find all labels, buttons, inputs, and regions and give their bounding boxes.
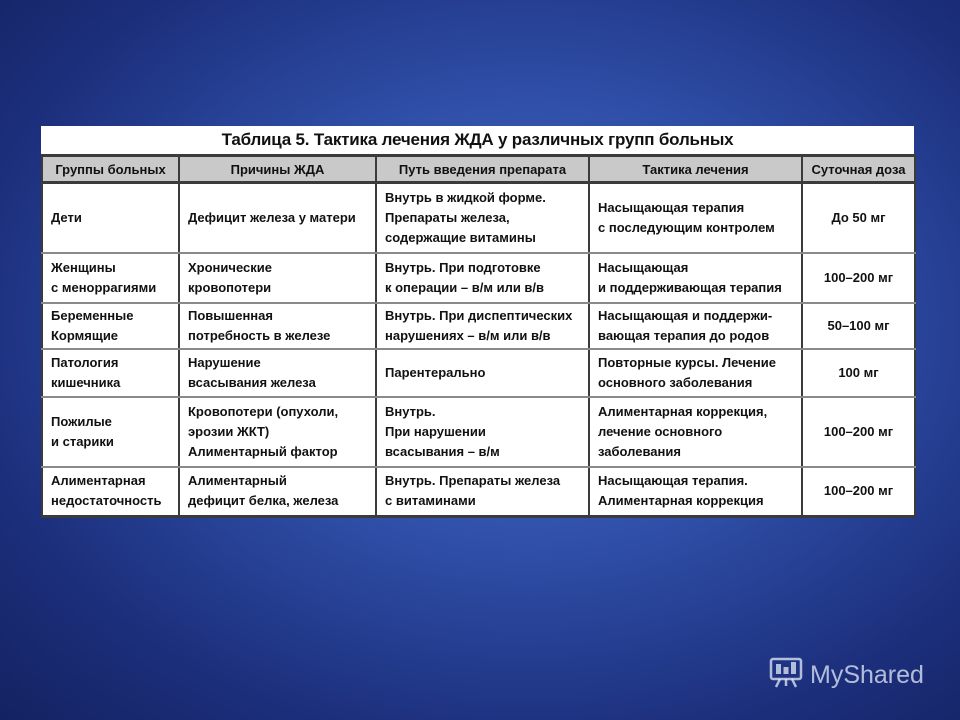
cell-tactic-line: заболевания: [598, 443, 681, 459]
watermark-text: MyShared: [810, 660, 924, 689]
cell-route-line: Препараты железа,: [385, 209, 510, 225]
table-card: [41, 126, 914, 518]
cell-group-line: с меноррагиями: [51, 279, 157, 295]
watermark: [768, 655, 924, 695]
cell-route: [376, 467, 589, 517]
cell-group-line: Женщины: [51, 259, 116, 275]
cell-tactic-line: лечение основного: [598, 423, 723, 439]
cell-route-line: Внутрь.: [385, 403, 436, 419]
cell-dose: 100–200 мг: [802, 253, 915, 303]
cell-group-line: кишечника: [51, 374, 121, 390]
cell-cause-line: Нарушение: [188, 354, 261, 370]
cell-route-line: содержащие витамины: [385, 229, 536, 245]
cell-route-line: Парентерально: [385, 364, 486, 380]
cell-group-line: Алиментарная: [51, 473, 146, 489]
column-header-causes: Причины ЖДА: [179, 156, 376, 183]
cell-tactic-line: Алиментарная коррекция,: [598, 403, 768, 419]
cell-tactic: [589, 303, 802, 349]
cell-group-line: недостаточность: [51, 493, 162, 509]
cell-route: [376, 183, 589, 253]
cell-tactic: [589, 397, 802, 467]
cell-route: [376, 349, 589, 397]
table-title: Таблица 5. Тактика лечения ЖДА у различных групп больных: [221, 130, 734, 149]
cell-dose: 100–200 мг: [802, 397, 915, 467]
table-row: [42, 349, 915, 397]
header-row: [42, 156, 915, 183]
cell-group-line: Дети: [51, 209, 82, 225]
cell-cause-line: всасывания железа: [188, 374, 316, 390]
cell-group-line: Беременные: [51, 307, 134, 323]
column-header-tactic: Тактика лечения: [589, 156, 802, 183]
cell-tactic: [589, 467, 802, 517]
cell-group-line: и старики: [51, 433, 114, 449]
cell-route-line: с витаминами: [385, 493, 476, 509]
presentation-board-icon: [768, 656, 810, 695]
cell-tactic-line: вающая терапия до родов: [598, 327, 770, 343]
cell-cause-line: Дефицит железа у матери: [188, 209, 356, 225]
cell-group-line: Кормящие: [51, 327, 119, 343]
cell-route-line: к операции – в/м или в/в: [385, 279, 545, 295]
cell-tactic: [589, 349, 802, 397]
cell-dose: 100 мг: [802, 349, 915, 397]
cell-group: [42, 303, 179, 349]
cell-tactic: [589, 183, 802, 253]
cell-cause-line: Алиментарный фактор: [188, 443, 338, 459]
cell-tactic-line: Насыщающая терапия.: [598, 473, 748, 489]
cell-cause-line: Повышенная: [188, 307, 273, 323]
cell-group: [42, 253, 179, 303]
cell-route-line: Внутрь. Препараты железа: [385, 473, 561, 489]
cell-cause: [179, 183, 376, 253]
cell-tactic: [589, 253, 802, 303]
treatment-table: [41, 154, 916, 518]
table-row: [42, 253, 915, 303]
cell-cause-line: кровопотери: [188, 279, 272, 295]
table-row: [42, 467, 915, 517]
cell-tactic-line: Повторные курсы. Лечение: [598, 354, 776, 370]
cell-route-line: При нарушении: [385, 423, 486, 439]
cell-tactic-line: Насыщающая и поддержи-: [598, 307, 773, 323]
cell-route-line: всасывания – в/м: [385, 443, 500, 459]
cell-cause: [179, 349, 376, 397]
column-header-dose: Суточная доза: [802, 156, 915, 183]
cell-route-line: Внутрь. При диспептических: [385, 307, 573, 323]
cell-dose: 50–100 мг: [802, 303, 915, 349]
table-row: [42, 303, 915, 349]
cell-cause-line: Кровопотери (опухоли,: [188, 403, 339, 419]
cell-route: [376, 253, 589, 303]
table-row: [42, 397, 915, 467]
cell-group-line: Патология: [51, 354, 119, 370]
cell-group: [42, 467, 179, 517]
column-header-groups: Группы больных: [42, 156, 179, 183]
cell-cause-line: Алиментарный: [188, 473, 287, 489]
cell-route-line: Внутрь. При подготовке: [385, 259, 541, 275]
cell-group: [42, 349, 179, 397]
cell-dose: До 50 мг: [802, 183, 915, 253]
cell-route: [376, 303, 589, 349]
cell-group: [42, 397, 179, 467]
cell-tactic-line: Насыщающая: [598, 259, 689, 275]
cell-cause-line: дефицит белка, железа: [188, 493, 339, 509]
cell-route-line: нарушениях – в/м или в/в: [385, 327, 551, 343]
cell-cause: [179, 467, 376, 517]
cell-route: [376, 397, 589, 467]
cell-cause: [179, 303, 376, 349]
cell-tactic-line: основного заболевания: [598, 374, 753, 390]
cell-tactic-line: Насыщающая терапия: [598, 199, 745, 215]
table-row: [42, 183, 915, 253]
cell-tactic-line: Алиментарная коррекция: [598, 493, 764, 509]
table-body: [42, 183, 915, 517]
cell-group: [42, 183, 179, 253]
cell-cause-line: потребность в железе: [188, 327, 331, 343]
cell-route-line: Внутрь в жидкой форме.: [385, 189, 546, 205]
cell-tactic-line: с последующим контролем: [598, 219, 775, 235]
cell-group-line: Пожилые: [51, 413, 112, 429]
cell-cause: [179, 253, 376, 303]
cell-tactic-line: и поддерживающая терапия: [598, 279, 782, 295]
cell-cause-line: эрозии ЖКТ): [188, 423, 270, 439]
cell-dose: 100–200 мг: [802, 467, 915, 517]
cell-cause-line: Хронические: [188, 259, 272, 275]
cell-cause: [179, 397, 376, 467]
column-header-route: Путь введения препарата: [376, 156, 589, 183]
